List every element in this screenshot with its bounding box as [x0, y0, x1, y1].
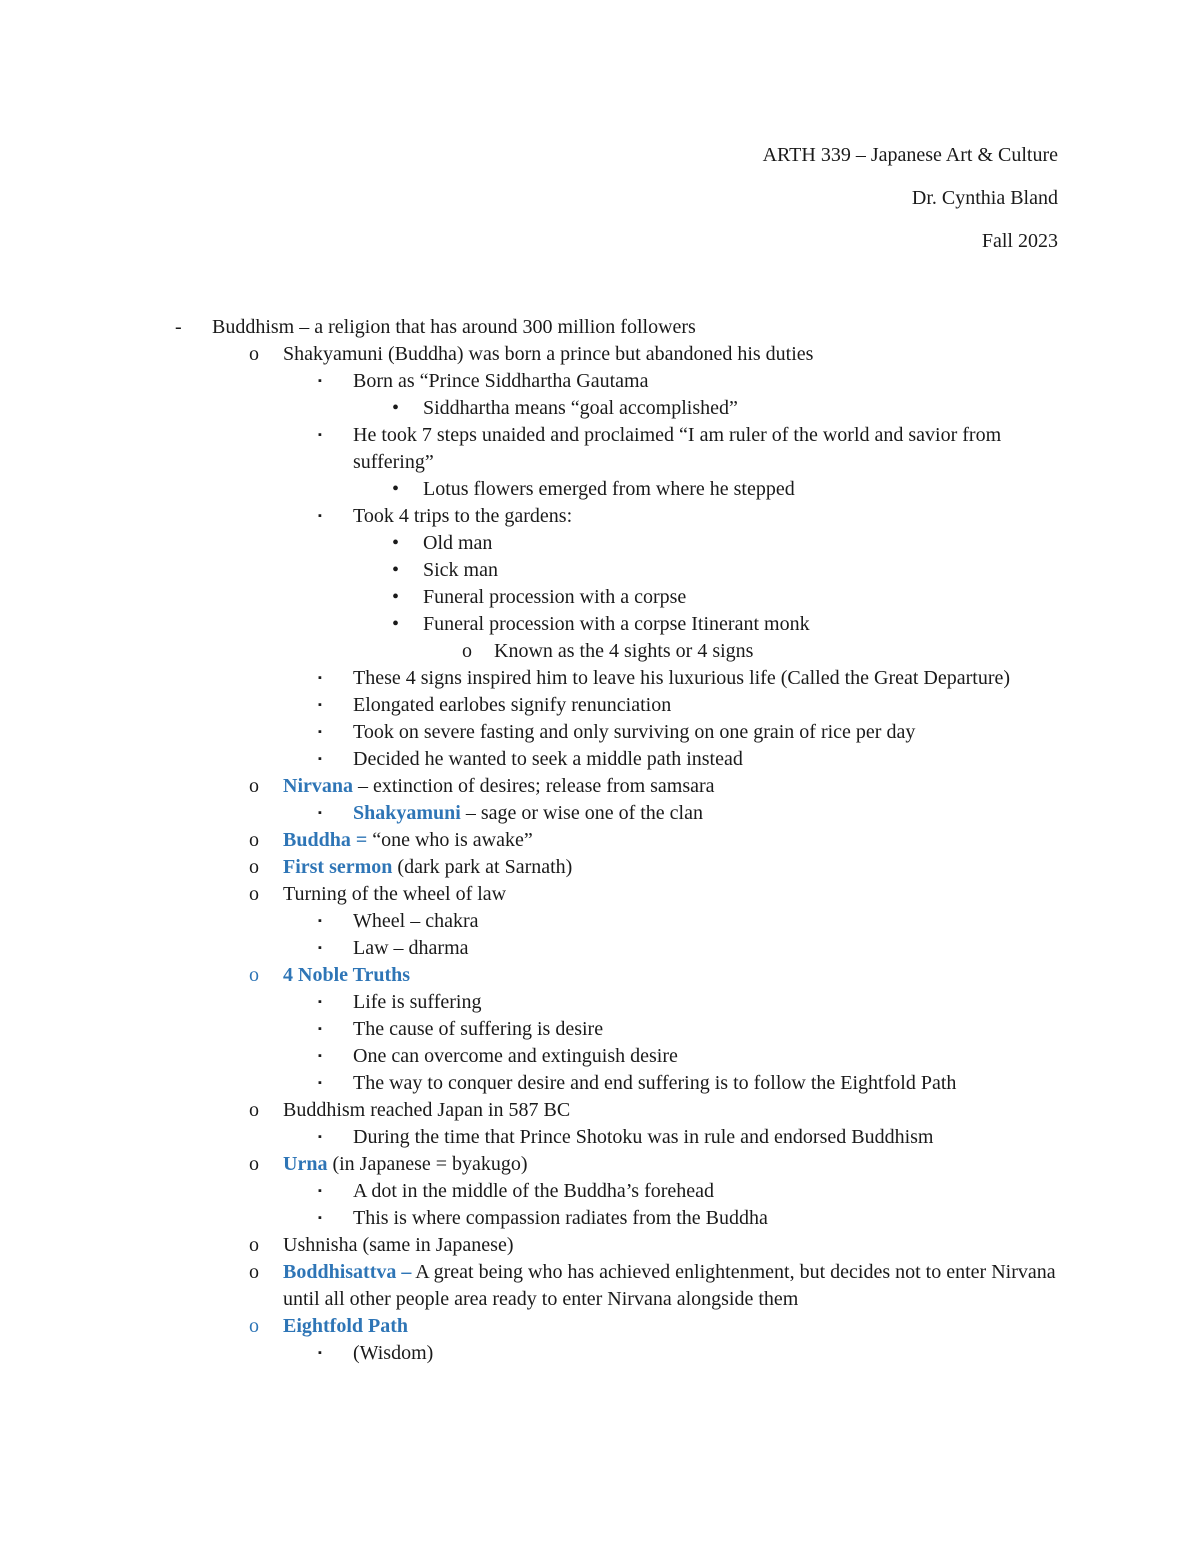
outline-item-text: [283, 854, 1063, 881]
outline-item: [0, 341, 1200, 368]
bullet-bullet-icon: •: [392, 613, 400, 635]
outline-item: [0, 1232, 1200, 1259]
key-term: First sermon: [283, 856, 393, 878]
outline-item: [0, 1070, 1200, 1097]
outline-item-text: [353, 692, 1063, 719]
outline-item-text: [353, 719, 1063, 746]
outline-item-text: [423, 584, 1063, 611]
outline-item-body: This is where compassion radiates from the Buddha: [353, 1207, 768, 1229]
document-header: [763, 142, 1058, 271]
outline-item-body: – sage or wise one of the clan: [460, 802, 703, 824]
outline-item-body: “one who is awake”: [367, 829, 533, 851]
outline-item: [0, 1178, 1200, 1205]
outline-item-body: Buddhism – a religion that has around 300 million followers: [212, 316, 696, 338]
circle-bullet-icon: o: [249, 883, 259, 905]
circle-bullet-icon: o: [249, 964, 259, 986]
square-bullet-icon: ▪: [318, 807, 322, 819]
circle-bullet-icon: o: [249, 1315, 259, 1337]
bullet-bullet-icon: •: [392, 559, 400, 581]
outline-item: [0, 368, 1200, 395]
square-bullet-icon: ▪: [318, 753, 322, 765]
outline-item-body: He took 7 steps unaided and proclaimed “I am ruler of the world and savior from suffering”: [353, 424, 1002, 473]
outline-item: [0, 314, 1200, 341]
outline-item-text: [494, 638, 1064, 665]
outline-item-body: A dot in the middle of the Buddha’s forehead: [353, 1180, 715, 1202]
outline-item: [0, 1340, 1200, 1367]
outline-item-body: (in Japanese = byakugo): [327, 1153, 528, 1175]
outline-item: [0, 611, 1200, 638]
square-bullet-icon: ▪: [318, 429, 322, 441]
square-bullet-icon: ▪: [318, 1023, 322, 1035]
outline-item-text: [423, 611, 1063, 638]
dash-bullet-icon: -: [175, 316, 182, 338]
outline-item-text: [353, 368, 1063, 395]
outline-item-text: [353, 1124, 1063, 1151]
outline-item: [0, 476, 1200, 503]
outline-notes: [0, 314, 1200, 1367]
outline-item-body: Turning of the wheel of law: [283, 883, 507, 905]
outline-item: [0, 692, 1200, 719]
circle-bullet-icon: o: [249, 1099, 259, 1121]
circle-bullet-icon: o: [249, 829, 259, 851]
outline-item-body: Elongated earlobes signify renunciation: [353, 694, 672, 716]
outline-item-text: [353, 800, 1063, 827]
outline-item: [0, 881, 1200, 908]
outline-item-text: [353, 1178, 1063, 1205]
outline-item-body: Ushnisha (same in Japanese): [283, 1234, 514, 1256]
outline-item: [0, 422, 1200, 476]
outline-item-text: [283, 962, 1063, 989]
square-bullet-icon: ▪: [318, 726, 322, 738]
square-bullet-icon: ▪: [318, 1212, 322, 1224]
key-term: Buddha =: [283, 829, 368, 851]
outline-item-body: Sick man: [423, 559, 498, 581]
square-bullet-icon: ▪: [318, 915, 322, 927]
outline-item: [0, 530, 1200, 557]
outline-item: [0, 827, 1200, 854]
circle-bullet-icon: o: [249, 775, 259, 797]
outline-item-text: [353, 1205, 1063, 1232]
outline-item-body: (Wisdom): [353, 1342, 434, 1364]
outline-item-body: Took 4 trips to the gardens:: [353, 505, 573, 527]
outline-item-text: [212, 314, 1062, 341]
outline-item: [0, 1313, 1200, 1340]
course-title: ARTH 339 – Japanese Art & Culture: [762, 144, 1058, 166]
outline-item-text: [353, 989, 1063, 1016]
outline-item: [0, 1151, 1200, 1178]
outline-item: [0, 1205, 1200, 1232]
outline-item-text: [423, 476, 1063, 503]
key-term: Urna: [283, 1153, 328, 1175]
outline-item: [0, 1016, 1200, 1043]
square-bullet-icon: ▪: [318, 672, 322, 684]
outline-item-body: A great being who has achieved enlightenment, but decides not to enter Nirvana until all other people area ready to enter Nirvana alongside them: [283, 1261, 1056, 1310]
square-bullet-icon: ▪: [318, 375, 322, 387]
outline-item-body: Born as “Prince Siddhartha Gautama: [353, 370, 649, 392]
circle-bullet-icon: o: [249, 856, 259, 878]
outline-item: [0, 719, 1200, 746]
square-bullet-icon: ▪: [318, 1185, 322, 1197]
outline-item-text: [283, 1232, 1063, 1259]
outline-item: [0, 1259, 1200, 1313]
square-bullet-icon: ▪: [318, 1347, 322, 1359]
outline-item-body: Old man: [423, 532, 493, 554]
outline-item: [0, 638, 1200, 665]
outline-item-body: – extinction of desires; release from samsara: [353, 775, 715, 797]
square-bullet-icon: ▪: [318, 996, 322, 1008]
key-term: Shakyamuni: [353, 802, 461, 824]
outline-item-body: Funeral procession with a corpse: [423, 586, 687, 608]
outline-item-body: Shakyamuni (Buddha) was born a prince but abandoned his duties: [283, 343, 814, 365]
outline-item: [0, 557, 1200, 584]
key-term: 4 Noble Truths: [283, 964, 411, 986]
bullet-bullet-icon: •: [392, 532, 400, 554]
outline-item-body: Law – dharma: [353, 937, 469, 959]
square-bullet-icon: ▪: [318, 1077, 322, 1089]
outline-item: [0, 1097, 1200, 1124]
outline-item-text: [353, 746, 1063, 773]
outline-item-text: [423, 395, 1063, 422]
outline-item-text: [353, 422, 1063, 476]
outline-item-body: During the time that Prince Shotoku was in rule and endorsed Buddhism: [353, 1126, 934, 1148]
instructor-name: Dr. Cynthia Bland: [911, 187, 1058, 209]
outline-item-text: [283, 1259, 1063, 1313]
outline-item-text: [283, 827, 1063, 854]
outline-item-text: [283, 773, 1063, 800]
outline-item: [0, 665, 1200, 692]
outline-item-text: [423, 530, 1063, 557]
outline-item: [0, 584, 1200, 611]
outline-item-body: Life is suffering: [353, 991, 482, 1013]
outline-item-text: [283, 1313, 1063, 1340]
outline-item-body: Funeral procession with a corpse Itinerant monk: [423, 613, 810, 635]
bullet-bullet-icon: •: [392, 586, 400, 608]
outline-item-body: The way to conquer desire and end suffering is to follow the Eightfold Path: [353, 1072, 957, 1094]
outline-item-text: [423, 557, 1063, 584]
outline-item-body: These 4 signs inspired him to leave his luxurious life (Called the Great Departure): [353, 667, 1011, 689]
outline-item-body: Decided he wanted to seek a middle path instead: [353, 748, 743, 770]
square-bullet-icon: ▪: [318, 510, 322, 522]
outline-item-text: [353, 665, 1063, 692]
key-term: Eightfold Path: [283, 1315, 409, 1337]
outline-item-text: [353, 935, 1063, 962]
outline-item: [0, 989, 1200, 1016]
outline-item-text: [353, 908, 1063, 935]
outline-item-body: Known as the 4 sights or 4 signs: [494, 640, 754, 662]
square-bullet-icon: ▪: [318, 699, 322, 711]
outline-item-text: [283, 881, 1063, 908]
outline-item-text: [283, 1097, 1063, 1124]
outline-item: [0, 800, 1200, 827]
outline-item-text: [283, 341, 1063, 368]
outline-item-text: [353, 503, 1063, 530]
circle-bullet-icon: o: [249, 1234, 259, 1256]
square-bullet-icon: ▪: [318, 942, 322, 954]
outline-item: [0, 1124, 1200, 1151]
outline-item-body: (dark park at Sarnath): [392, 856, 573, 878]
key-term: Nirvana: [283, 775, 353, 797]
circle-bullet-icon: o: [249, 1153, 259, 1175]
circle-bullet-icon: o: [249, 1261, 259, 1283]
outline-item-body: Took on severe fasting and only surviving on one grain of rice per day: [353, 721, 916, 743]
outline-item-body: One can overcome and extinguish desire: [353, 1045, 678, 1067]
outline-item: [0, 962, 1200, 989]
outline-item: [0, 1043, 1200, 1070]
outline-item-body: Lotus flowers emerged from where he stepped: [423, 478, 795, 500]
outline-item: [0, 746, 1200, 773]
square-bullet-icon: ▪: [318, 1131, 322, 1143]
term-label: Fall 2023: [981, 230, 1058, 252]
outline-item-text: [353, 1043, 1063, 1070]
key-term: Boddhisattva –: [283, 1261, 412, 1283]
outline-item-body: Siddhartha means “goal accomplished”: [423, 397, 738, 419]
outline-item: [0, 935, 1200, 962]
circle-bullet-icon: o: [462, 640, 472, 662]
outline-item-body: Wheel – chakra: [353, 910, 479, 932]
outline-item-text: [353, 1070, 1063, 1097]
bullet-bullet-icon: •: [392, 478, 400, 500]
outline-item-text: [353, 1340, 1063, 1367]
outline-item: [0, 395, 1200, 422]
outline-item-body: Buddhism reached Japan in 587 BC: [283, 1099, 571, 1121]
bullet-bullet-icon: •: [392, 397, 400, 419]
outline-item: [0, 773, 1200, 800]
outline-item-text: [353, 1016, 1063, 1043]
circle-bullet-icon: o: [249, 343, 259, 365]
square-bullet-icon: ▪: [318, 1050, 322, 1062]
outline-item-body: The cause of suffering is desire: [353, 1018, 604, 1040]
outline-item: [0, 503, 1200, 530]
outline-item: [0, 854, 1200, 881]
outline-item: [0, 908, 1200, 935]
outline-item-text: [283, 1151, 1063, 1178]
